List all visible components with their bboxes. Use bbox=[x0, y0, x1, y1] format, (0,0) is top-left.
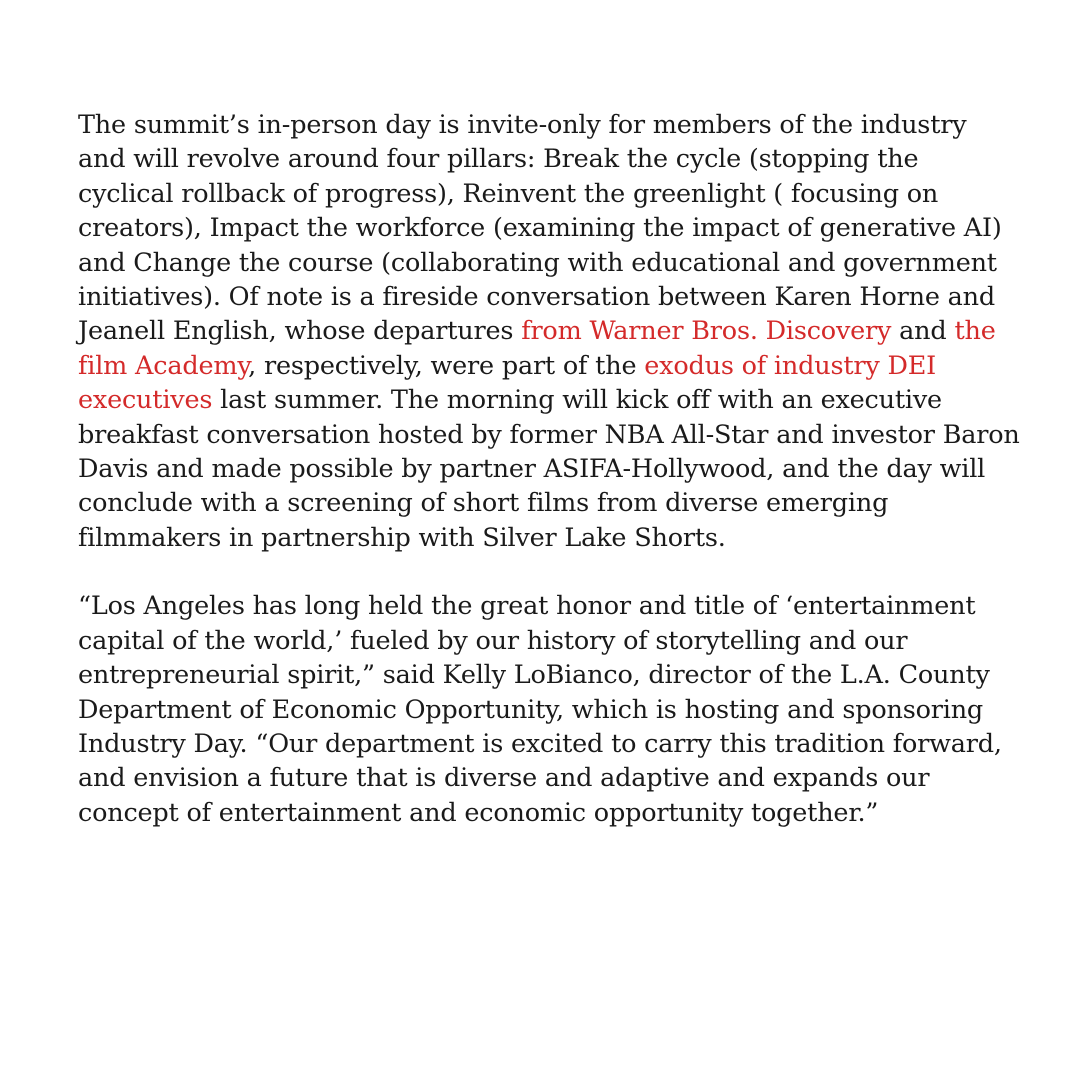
link-dei-executives-exodus[interactable]: exodus of industry DEI executives bbox=[78, 350, 937, 416]
paragraph-summit-pillars bbox=[78, 108, 1020, 555]
link-film-academy[interactable]: the film Academy bbox=[78, 316, 996, 381]
paragraph-text: and bbox=[891, 316, 955, 347]
paragraph-text: last summer. The morning will kick off with an executive breakfast conversation hosted by former NBA All-Star and investor Baron Davis and made possible by partner ASIFA-Hollywood, and the day will conclude with a screening of short films from diverse emerging filmmakers in partnership with Silver Lake Shorts. bbox=[78, 385, 1020, 553]
paragraph-quote: “Los Angeles has long held the great honor and title of ‘entertainment capital of the world,’ fueled by our history of storytelling and our entrepreneurial spirit,” said Kelly LoBianco, director of the L.A. County Department of Economic Opportunity, which is hosting and sponsoring Industry Day. “Our department is excited to carry this tradition forward, and envision a future that is diverse and adaptive and expands our concept of entertainment and economic opportunity together.” bbox=[78, 591, 1002, 828]
paragraph-text: The summit’s in-person day is invite-only for members of the industry and will revolve around four pillars: Break the cycle (stopping the cyclical rollback of progress), Reinvent the greenlight ( focusing on creators), Impact the workforce (examining the impact of generative AI) and Change the course (collaborating with educational and government initiatives). Of note is a fireside conversation between Karen Horne and Jeanell English, whose departures bbox=[78, 110, 1002, 347]
paragraph-text: , respectively, were part of the bbox=[248, 350, 645, 381]
link-warner-bros-discovery[interactable]: from Warner Bros. Discovery bbox=[521, 316, 892, 347]
